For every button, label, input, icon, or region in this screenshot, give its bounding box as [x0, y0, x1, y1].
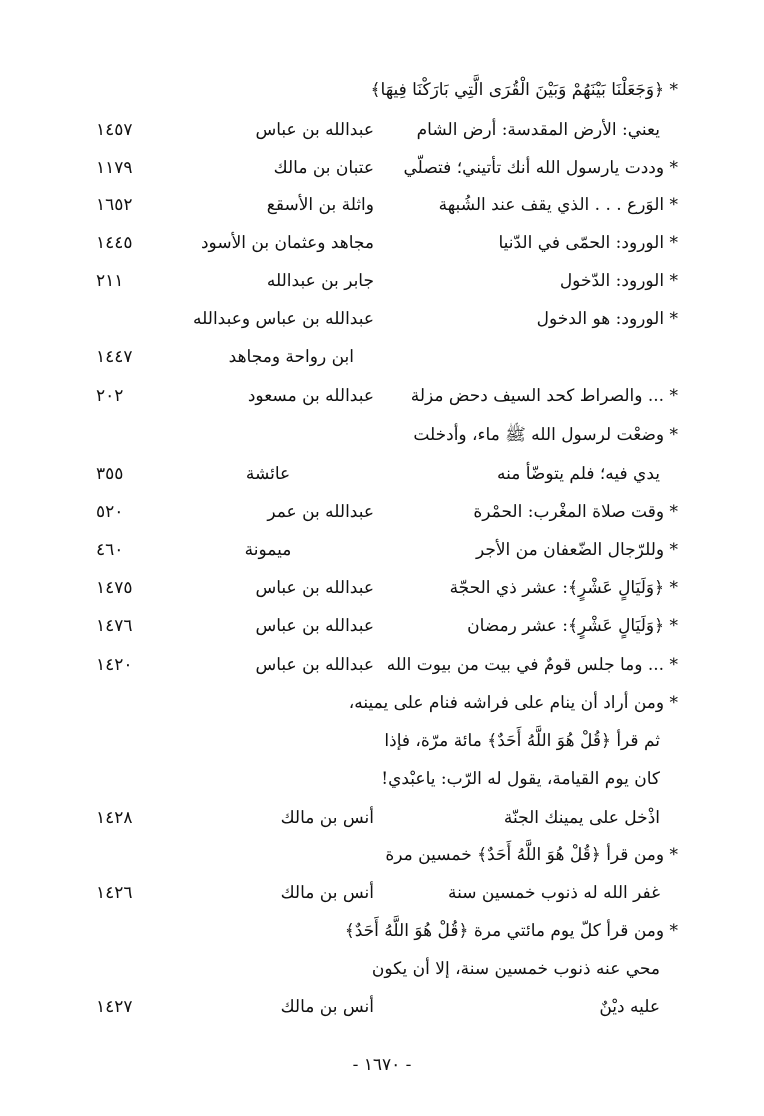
entry-narrator: ابن رواحة ومجاهد [228, 347, 354, 367]
entry-number: ١٤٤٥ [96, 233, 133, 253]
entry-text: * وضعْت لرسول الله ﷺ ماء، وأدخلت [413, 425, 678, 445]
entry-narrator: جابر بن عبدالله [266, 271, 374, 291]
entry-text: * الوَرع . . . الذي يقف عند الشُبهة [438, 195, 678, 215]
entry-narrator: عبدالله بن عباس [255, 120, 374, 140]
entry-narrator: عتبان بن مالك [273, 158, 374, 178]
entry-text: * الورود: هو الدخول [536, 309, 678, 329]
entry-narrator: أنس بن مالك [280, 997, 374, 1017]
entry-row [0, 650, 764, 680]
entry-text: * وللرّجال الضّعفان من الأجر [475, 540, 678, 560]
entry-text: غفر الله له ذنوب خمسين سنة [448, 883, 660, 903]
entry-text: ثم قرأ ﴿قُلْ هُوَ اللَّهُ أَحَدٌ﴾ مائة مرّة، فإذا [384, 731, 660, 751]
entry-number: ٢٠٢ [96, 386, 124, 406]
entry-text: * وددت يارسول الله أنك تأتيني؛ فتصلّي [403, 158, 678, 178]
entry-row [0, 459, 764, 489]
entry-text: يدي فيه؛ فلم يتوضّأ منه [496, 464, 660, 484]
entry-text: * ومن قرأ ﴿قُلْ هُوَ اللَّهُ أَحَدٌ﴾ خمسين مرة [385, 845, 678, 865]
entry-text: * الورود: الدّخول [559, 271, 678, 291]
entry-narrator: واثلة بن الأسقع [266, 195, 374, 215]
entry-number: ١٤٢٦ [96, 883, 133, 903]
entry-text: يعني: الأرض المقدسة: أرض الشام [416, 120, 660, 140]
entry-narrator: عبدالله بن عمر [267, 502, 374, 522]
entry-row [0, 75, 764, 105]
page-number: - ١٦٧٠ - [352, 1055, 412, 1075]
entry-number: ١٤٥٧ [96, 120, 133, 140]
entry-row [0, 764, 764, 794]
entry-narrator: عبدالله بن عباس [255, 578, 374, 598]
entry-row [0, 381, 764, 411]
entry-narrator: عائشة [245, 464, 291, 484]
entry-number: ٣٥٥ [96, 464, 124, 484]
entry-row [0, 878, 764, 908]
entry-row [0, 840, 764, 870]
entry-row [0, 228, 764, 258]
entry-text: محي عنه ذنوب خمسين سنة، إلا أن يكون [371, 959, 660, 979]
entry-row [0, 688, 764, 718]
entry-row [0, 726, 764, 756]
entry-row [0, 916, 764, 946]
entry-number: ٢١١ [96, 271, 124, 291]
entry-row [0, 115, 764, 145]
entry-number: ١٤٤٧ [96, 347, 133, 367]
entry-narrator: أنس بن مالك [280, 883, 374, 903]
entry-text: * ﴿وَجَعَلْنَا بَيْنَهُمْ وَبَيْنَ الْقُرَى الَّتِي بَارَكْنَا فِيهَا﴾ [370, 80, 678, 100]
entry-text: * ومن أراد أن ينام على فراشه فنام على يمينه، [348, 693, 678, 713]
entry-row [0, 803, 764, 833]
entry-number: ٥٢٠ [96, 502, 124, 522]
entry-row [0, 954, 764, 984]
entry-row [0, 342, 764, 372]
entry-text: اذْخل على يمينك الجنّة [503, 808, 660, 828]
entry-text: * ... والصراط كحد السيف دحض مزلة [410, 386, 678, 406]
entry-row [0, 266, 764, 296]
entry-narrator: عبدالله بن عباس [255, 616, 374, 636]
entry-row [0, 611, 764, 641]
entry-text: * ... وما جلس قومٌ في بيت من بيوت الله [386, 655, 678, 675]
entry-row [0, 420, 764, 450]
entry-number: ١٤٧٦ [96, 616, 133, 636]
entry-text: * وقت صلاة المغْرب: الحمْرة [473, 502, 678, 522]
entry-narrator: مجاهد وعثمان بن الأسود [200, 233, 374, 253]
entry-row [0, 992, 764, 1022]
entry-text: * الورود: الحمّى في الدّنيا [498, 233, 678, 253]
entry-number: ١٤٢٨ [96, 808, 133, 828]
entry-narrator: ميمونة [244, 540, 292, 560]
entry-narrator: أنس بن مالك [280, 808, 374, 828]
entry-text: كان يوم القيامة، يقول له الرّب: ياعبْدي! [381, 769, 660, 789]
entry-row [0, 573, 764, 603]
entry-row [0, 497, 764, 527]
entry-text: * ﴿وَلَيَالٍ عَشْرٍ﴾: عشر رمضان [467, 616, 678, 636]
entry-text: * ﴿وَلَيَالٍ عَشْرٍ﴾: عشر ذي الحجّة [449, 578, 678, 598]
entry-number: ١١٧٩ [96, 158, 133, 178]
entry-number: ١٤٢٠ [96, 655, 133, 675]
entry-narrator: عبدالله بن عباس [255, 655, 374, 675]
entry-text: * ومن قرأ كلّ يوم مائتي مرة ﴿قُلْ هُوَ اللَّهُ أَحَدٌ﴾ [344, 921, 678, 941]
entry-row [0, 535, 764, 565]
entry-number: ١٦٥٢ [96, 195, 133, 215]
entry-number: ١٤٧٥ [96, 578, 133, 598]
entry-row [0, 153, 764, 183]
entry-text: عليه ديْنٌ [599, 997, 660, 1017]
entry-number: ١٤٢٧ [96, 997, 133, 1017]
entry-row [0, 190, 764, 220]
entry-narrator: عبدالله بن عباس وعبدالله [193, 309, 374, 329]
entry-number: ٤٦٠ [96, 540, 124, 560]
entry-row [0, 304, 764, 334]
entry-narrator: عبدالله بن مسعود [247, 386, 374, 406]
